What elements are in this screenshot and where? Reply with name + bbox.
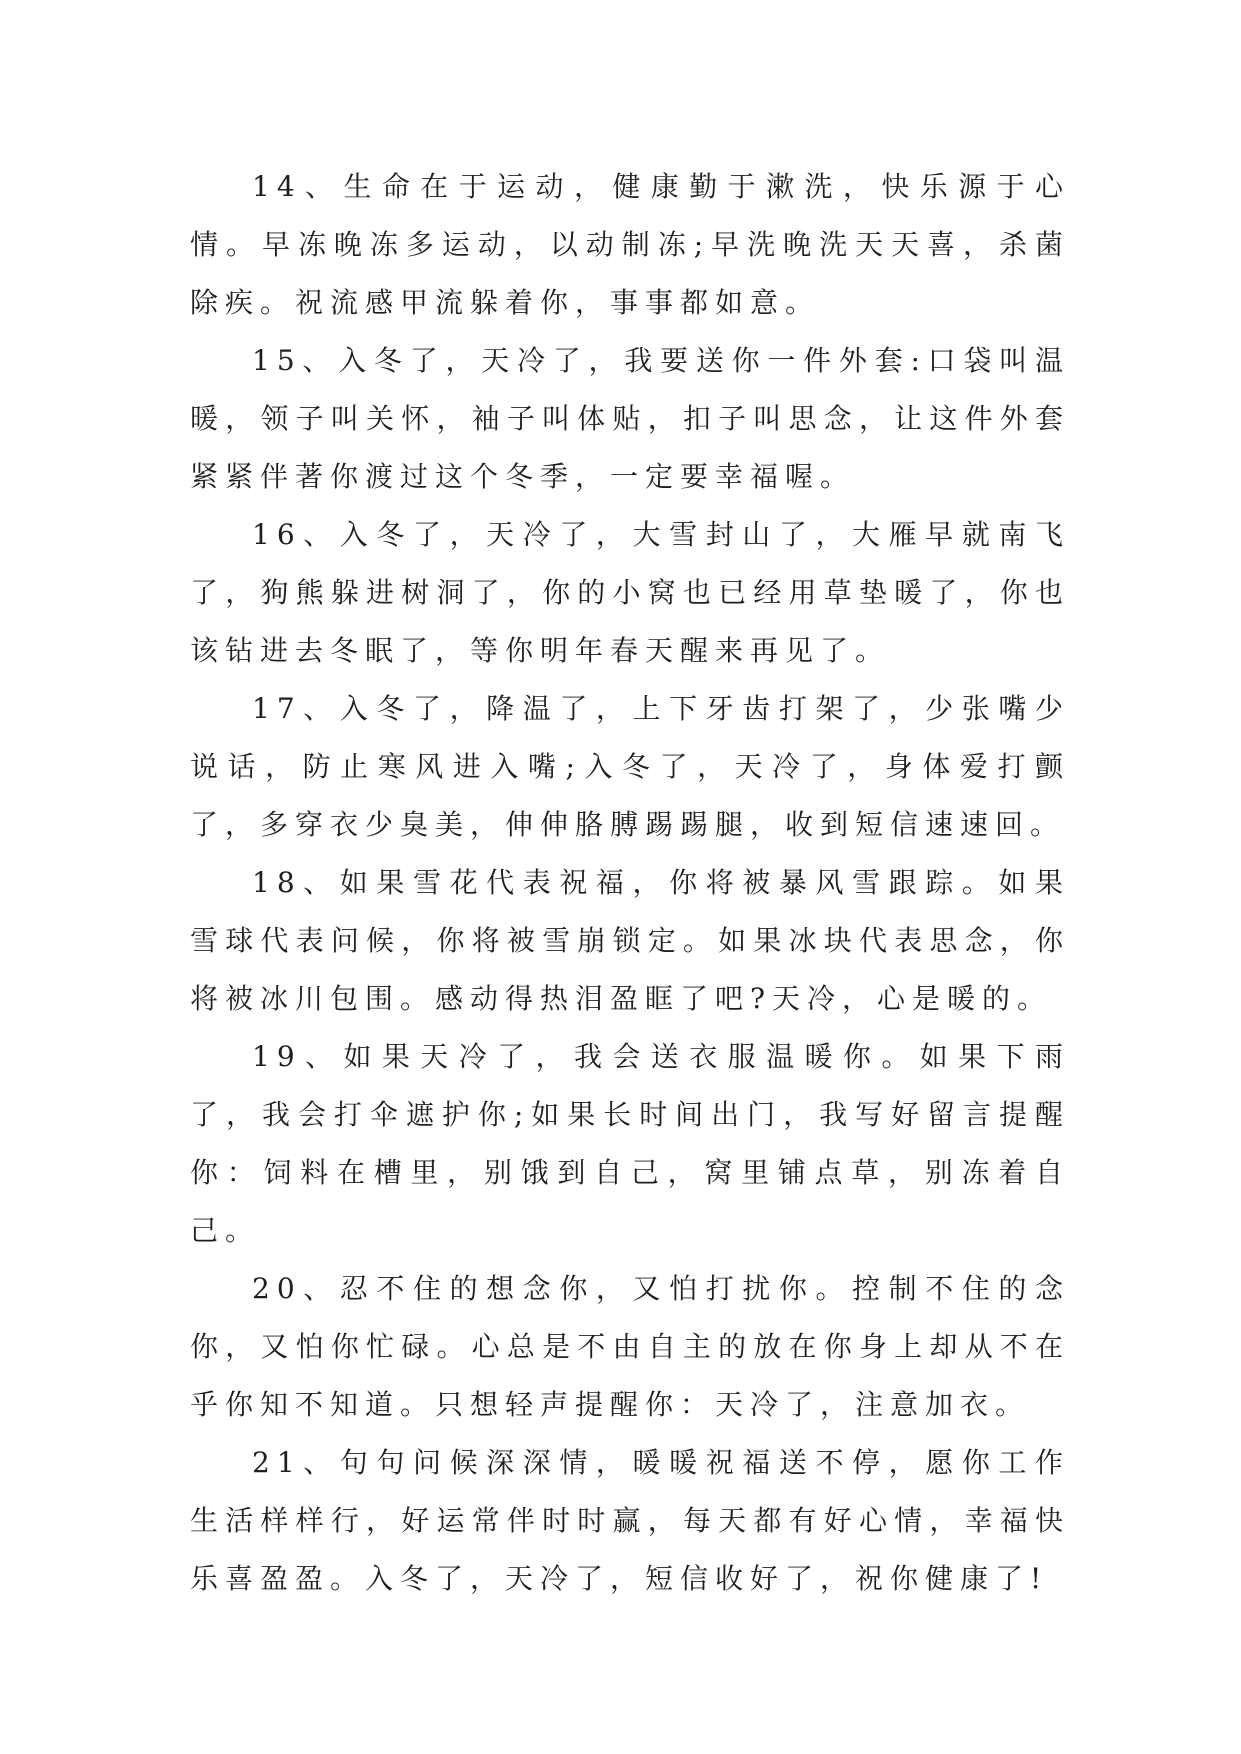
paragraph-14: 14、生命在于运动，健康勤于漱洗，快乐源于心情。早冻晚冻多运动，以动制冻;早洗晚洗天天喜，杀菌除疾。祝流感甲流躲着你，事事都如意。 xyxy=(190,170,1070,319)
paragraph-19: 19、如果天冷了，我会送衣服温暖你。如果下雨了，我会打伞遮护你;如果长时间出门，我写好留言提醒你：饲料在槽里，别饿到自己，窝里铺点草，别冻着自己。 xyxy=(190,1040,1070,1247)
paragraph-16: 16、入冬了，天冷了，大雪封山了，大雁早就南飞了，狗熊躲进树洞了，你的小窝也已经用草垫暖了，你也该钻进去冬眠了，等你明年春天醒来再见了。 xyxy=(190,518,1070,667)
paragraph-18: 18、如果雪花代表祝福，你将被暴风雪跟踪。如果雪球代表问候，你将被雪崩锁定。如果冰块代表思念，你将被冰川包围。感动得热泪盈眶了吧?天冷，心是暖的。 xyxy=(190,866,1070,1015)
paragraph-15: 15、入冬了，天冷了，我要送你一件外套:口袋叫温暖，领子叫关怀，袖子叫体贴，扣子叫思念，让这件外套紧紧伴著你渡过这个冬季，一定要幸福喔。 xyxy=(190,344,1070,493)
paragraph-20: 20、忍不住的想念你，又怕打扰你。控制不住的念你，又怕你忙碌。心总是不由自主的放在你身上却从不在乎你知不知道。只想轻声提醒你：天冷了，注意加衣。 xyxy=(190,1272,1070,1421)
paragraph-17: 17、入冬了，降温了，上下牙齿打架了，少张嘴少说话，防止寒风进入嘴;入冬了，天冷了，身体爱打颤了，多穿衣少臭美，伸伸胳膊踢踢腿，收到短信速速回。 xyxy=(190,692,1070,841)
paragraph-21: 21、句句问候深深情，暖暖祝福送不停，愿你工作生活样样行，好运常伴时时赢，每天都有好心情，幸福快乐喜盈盈。入冬了，天冷了，短信收好了，祝你健康了! xyxy=(190,1446,1070,1595)
document-body xyxy=(190,158,1070,1608)
